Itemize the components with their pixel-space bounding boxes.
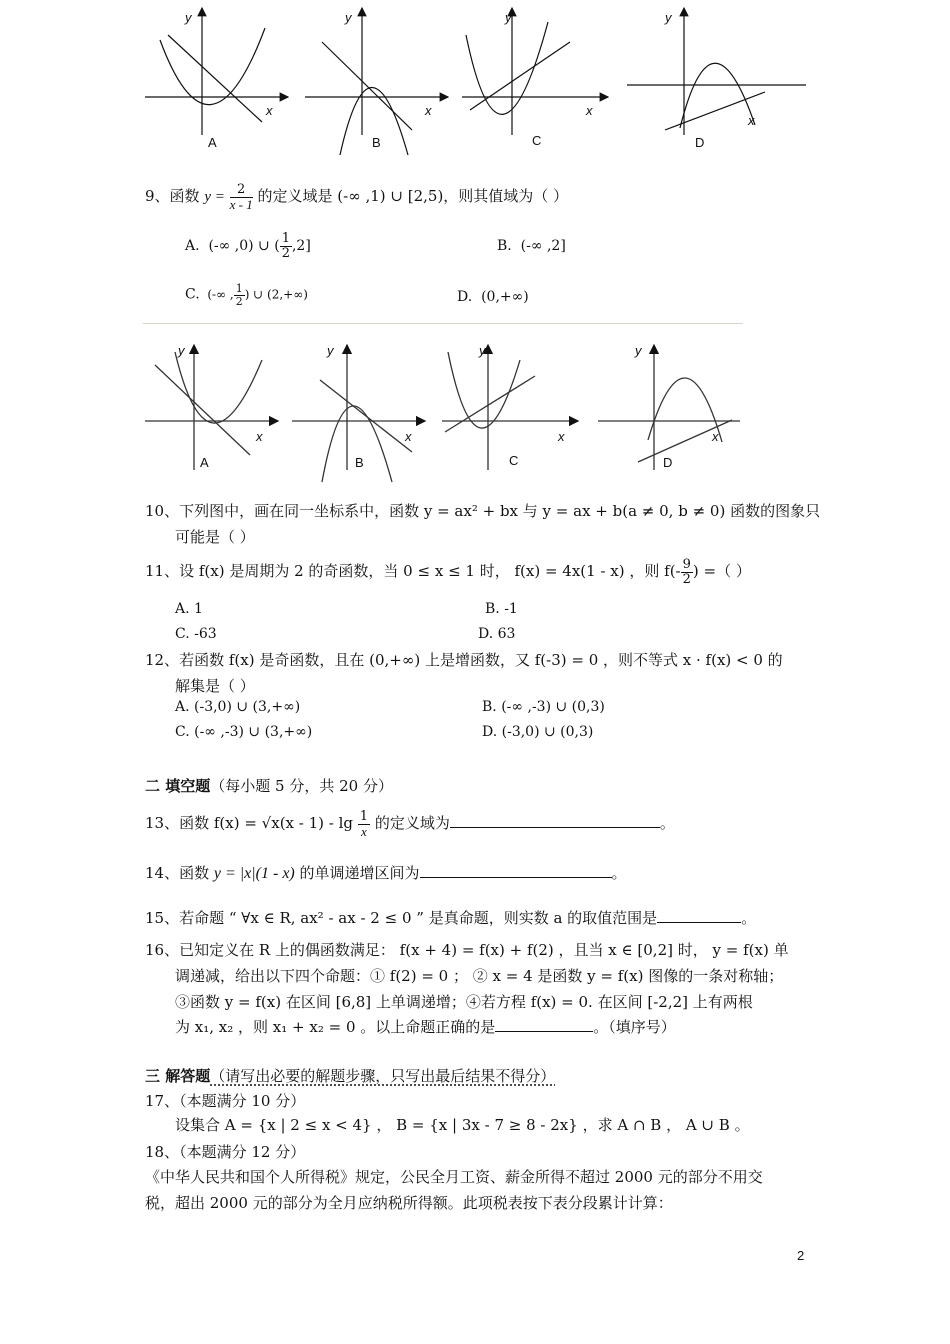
top-graph-d-label: D [695,135,705,150]
q16-line4: 为 x₁, x₂ ，则 x₁ + x₂ = 0 。以上命题正确的是 。（填序号） [175,1018,676,1036]
q12-line2: 解集是（ ） [175,677,255,695]
q16-answer-blank[interactable] [495,1017,593,1032]
q12-option-d[interactable]: D. (-3,0) ∪ (0,3) [482,724,594,740]
top-graph-a-label: A [208,135,217,150]
top-graph-b-x-label: x [425,103,432,118]
q9-fraction: $\frac{2}{x - 1}$ [229,182,253,212]
top-graph-c-label: C [532,133,542,148]
q16-line3: ③函数 y = f(x) 在区间 [6,8] 上单调递增；④若方程 f(x) = 0. 在区间 [-2,2] 上有两根 [175,993,753,1011]
q16-line2: 调递减，给出以下四个命题：① f(2) = 0 ； ② x = 4 是函数 y = f(x) 图像的一条对称轴； [175,967,784,985]
section2-heading: 二 填空题（每小题 5 分，共 20 分） [145,777,393,795]
page-number: 2 [797,1248,805,1263]
mid-graph-a-y-label: y [178,343,185,358]
top-graph-a-y-label: y [185,10,192,25]
q11-option-a[interactable]: A. 1 [175,601,203,617]
q10-line2: 可能是（ ） [175,528,255,546]
mid-graph-c-label: C [509,453,519,468]
top-graph-a-x-label: x [266,103,273,118]
mid-graph-c-x-label: x [558,429,565,444]
q12-option-b[interactable]: B. (-∞ ,-3) ∪ (0,3) [482,699,605,715]
mid-graphs [0,0,950,500]
q18-line2: 税，超出 2000 元的部分为全月应纳税所得额。此项税表按下表分段累计计算： [145,1194,673,1212]
top-graph-c-x-label: x [586,103,593,118]
q14: 14、函数 y = |x|(1 - x) 的单调递增区间为 。 [145,864,627,882]
mid-graph-c-y-label: y [479,343,486,358]
mid-graph-a-x-label: x [256,429,263,444]
q9-option-a[interactable]: A. (-∞ ,0) ∪ ( $\frac{1}{2}$ ,2] [185,231,311,261]
q9-option-b[interactable]: B. (-∞ ,2] [497,238,566,254]
q13: 13、函数 f(x) = √x(x - 1) - lg $\frac{1}{x}$ 的定义域为 。 [145,809,675,839]
q9-option-c[interactable]: C. (-∞ , $\frac{1}{2}$ ) ∪ (2,+∞) [185,282,308,308]
q15: 15、若命题 “ ∀x ∈ R, ax² - ax - 2 ≤ 0 ” 是真命题，则实数 a 的取值范围是 。 [145,909,757,927]
q11-stem: 11、设 f(x) 是周期为 2 的奇函数，当 0 ≤ x ≤ 1 时， f(x) = 4x(1 - x) ，则 f(- $\frac{9}{2}$ ) =（ ） [145,557,751,587]
mid-graph-a-label: A [200,455,209,470]
q13-answer-blank[interactable] [450,813,660,828]
q11-option-d[interactable]: D. 63 [478,626,516,642]
mid-graph-b-x-label: x [405,429,412,444]
q14-answer-blank[interactable] [420,863,612,878]
mid-graph-a [145,343,278,470]
section3-heading: 三 解答题（请写出必要的解题步骤，只写出最后结果不得分） [145,1067,556,1085]
q17-body: 设集合 A = {x | 2 ≤ x < 4} ， B = {x | 3x - 7 ≥ 8 - 2x} ，求 A ∩ B ， A ∪ B 。 [175,1116,750,1134]
q10-line1: 10、下列图中，画在同一坐标系中，函数 y = ax² + bx 与 y = ax + b(a ≠ 0, b ≠ 0) 函数的图象只 [145,502,821,520]
q18-header: 18、（本题满分 12 分） [145,1143,306,1161]
top-graph-d-y-label: y [665,10,672,25]
mid-graph-d [598,343,740,470]
top-graph-b-label: B [372,135,381,150]
q15-answer-blank[interactable] [657,908,741,923]
mid-graph-d-x-label: x [712,429,719,444]
mid-graph-d-y-label: y [635,343,642,358]
q12-option-a[interactable]: A. (-3,0) ∪ (3,+∞) [175,699,301,715]
mid-graph-b [292,343,425,482]
mid-graph-d-label: D [663,455,673,470]
top-graph-c-y-label: y [505,10,512,25]
q11-option-b[interactable]: B. -1 [485,601,518,617]
q12-line1: 12、若函数 f(x) 是奇函数，且在 (0,+∞) 上是增函数，又 f(-3) = 0 ，则不等式 x · f(x) < 0 的 [145,651,783,669]
q17-header: 17、（本题满分 10 分） [145,1092,306,1110]
top-graph-b-y-label: y [345,10,352,25]
top-graph-d-x-label: x [748,113,755,128]
mid-graph-b-y-label: y [327,343,334,358]
q16-line1: 16、已知定义在 R 上的偶函数满足： f(x + 4) = f(x) + f(2) ，且当 x ∈ [0,2] 时， y = f(x) 单 [145,941,789,959]
mid-graph-c [442,343,578,470]
q9-option-d[interactable]: D. (0,+∞) [457,289,529,305]
q11-option-c[interactable]: C. -63 [175,626,217,642]
q18-line1: 《中华人民共和国个人所得税》规定，公民全月工资、薪金所得不超过 2000 元的部分不用交 [145,1168,763,1186]
q12-option-c[interactable]: C. (-∞ ,-3) ∪ (3,+∞) [175,724,313,740]
q9-stem: 9、函数 y = $\frac{2}{x - 1}$ 的定义域是 (-∞ ,1) ∪ [2,5)，则其值域为（ ） [145,182,569,212]
mid-graph-b-label: B [355,455,364,470]
